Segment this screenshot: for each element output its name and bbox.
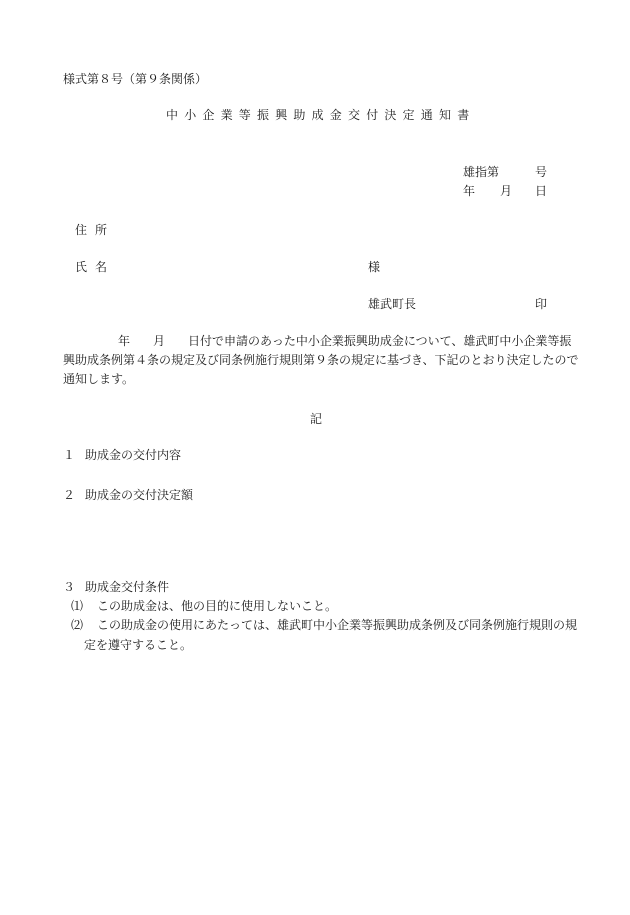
date-day-label: 日 xyxy=(535,184,548,198)
reference-suffix: 号 xyxy=(535,165,548,179)
item-number: １ xyxy=(63,448,76,462)
date-year-label: 年 xyxy=(463,184,476,198)
item-text: 助成金交付条件 xyxy=(85,580,170,594)
condition-number: ⑵ xyxy=(71,618,84,632)
reference-number xyxy=(463,163,548,180)
item-text: 助成金の交付決定額 xyxy=(85,488,194,502)
issue-date xyxy=(463,182,548,199)
condition-2-continued: 定を遵守すること。 xyxy=(84,638,193,652)
form-number: 様式第８号（第９条関係） xyxy=(63,72,208,86)
item-number: ２ xyxy=(63,488,76,502)
notice-body xyxy=(63,332,579,389)
condition-text: この助成金は、他の目的に使用しないこと。 xyxy=(97,599,338,613)
item-grant-conditions xyxy=(63,578,169,595)
condition-2 xyxy=(71,616,577,633)
body-year: 年 xyxy=(118,334,131,348)
condition-1 xyxy=(71,597,337,614)
seal-mark: 印 xyxy=(535,297,548,311)
body-line-1-text: 日付で申請のあった中小企業振興助成金について、雄武町中小企業等振 xyxy=(188,334,572,348)
document-title: 中小企業等振興助成金交付決定通知書 xyxy=(166,108,476,122)
item-number: ３ xyxy=(63,580,76,594)
item-grant-amount xyxy=(63,486,193,503)
body-month: 月 xyxy=(153,334,166,348)
body-line-1 xyxy=(63,332,575,351)
issuer: 雄武町長 xyxy=(368,297,417,311)
item-grant-content xyxy=(63,446,181,463)
body-line-2: 興助成条例第４条の規定及び同条例施行規則第９条の規定に基づき、下記のとおり決定したので xyxy=(63,353,579,367)
reference-prefix: 雄指第 xyxy=(463,165,500,179)
condition-number: ⑴ xyxy=(71,599,84,613)
honorific: 様 xyxy=(368,260,381,274)
date-month-label: 月 xyxy=(500,184,513,198)
item-text: 助成金の交付内容 xyxy=(85,448,182,462)
name-label: 氏名 xyxy=(75,260,116,274)
body-line-3: 通知します。 xyxy=(63,372,135,386)
address-label: 住所 xyxy=(75,223,116,237)
ki-heading: 記 xyxy=(310,412,323,426)
condition-text: この助成金の使用にあたっては、雄武町中小企業等振興助成条例及び同条例施行規則の規 xyxy=(97,618,578,632)
